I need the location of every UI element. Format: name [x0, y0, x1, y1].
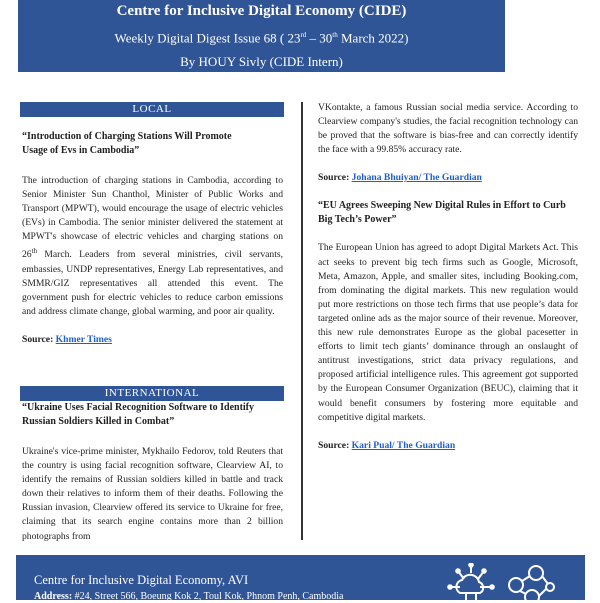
source-line [22, 333, 283, 347]
sup: rd [300, 31, 307, 39]
intl-article-1-left [22, 401, 283, 544]
source-label: Source: [22, 334, 54, 346]
intl-article-1-right [318, 101, 578, 453]
org-title: Centre for Inclusive Digital Economy (CIDE) [116, 3, 407, 19]
article-body: VKontakte, a famous Russian social media service. According to Clearview company's studies, the facial recognition technology can be proved that the software is bias-free and can correctly identify the face with a 99.85% accuracy rate. [318, 102, 578, 156]
column-divider [301, 102, 303, 540]
body-text: March. Leaders from several ministries, civil servants, embassies, UNDP representatives, Energy Lab representatives, and SMMR/GIZ representatives all attended this event. The government push for electric vehicles to reduce carbon emissions and address climate change, global warming, and poor air quality. [22, 249, 283, 318]
issue-text: Weekly Digital Digest Issue 68 ( 23 [114, 30, 301, 46]
article-title: “Ukraine Uses Facial Recognition Software to Identify Russian Soldiers Killed in Combat” [22, 402, 255, 427]
byline: By HOUY Sivly (CIDE Intern) [180, 54, 343, 70]
people-network-icon [506, 563, 556, 603]
local-article [22, 130, 283, 347]
article-title: “EU Agrees Sweeping New Digital Rules in Effort to Curb Big Tech’s Power” [318, 200, 566, 226]
source-link[interactable]: Khmer Times [55, 334, 112, 346]
body-text: The introduction of charging stations in Cambodia, according to Senior Minister Sun Chanthol, Minister of Public Works and Transport (MPWT), would encourage the usage of electric vehicles (EVs) in Cambodia. The senior minister delivered the statement at MPWT's showcase of electric vehicles and charging stations on 26 [22, 175, 283, 261]
source-link[interactable]: Johana Bhuiyan/ The Guardian [351, 172, 482, 184]
address-text: #24, Street 566, Boeung Kok 2, Toul Kok, Phnom Penh, Cambodia [72, 591, 344, 602]
article-body: Ukraine's vice-prime minister, Mykhailo Fedorov, told Reuters that the country is using facial recognition software, Clearview AI, to identify the remains of Russian soldiers killed in battle and track down their relatives to inform them of their deaths. Following the Russian invasion, Clearview offered its service to Ukraine for free, claiming that its search engine contains more than 2 billion photographs from [22, 446, 283, 542]
footer-address [34, 591, 343, 602]
address-label: Address: [34, 591, 73, 602]
issue-text: March 2022) [337, 30, 409, 46]
header-banner [18, 0, 505, 72]
source-label: Source: [318, 439, 350, 451]
footer-banner [16, 555, 585, 600]
source-line [318, 171, 578, 185]
sup: th [31, 247, 38, 256]
issue-text: – 30 [306, 30, 333, 46]
cloud-network-icon [446, 563, 496, 603]
source-label: Source: [318, 172, 350, 184]
article-body [22, 174, 283, 319]
footer-org: Centre for Inclusive Digital Economy, AVI [34, 573, 249, 587]
section-international: INTERNATIONAL [20, 386, 284, 401]
sup: th [332, 31, 338, 39]
article-body: The European Union has agreed to adopt Digital Markets Act. This act seeks to prevent big tech firms such as Google, Microsoft, Meta, Amazon, Apple, and smaller sites, including Booking.com, from dominating the digital markets. This new regulation would put more restrictions on those tech firms that use people’s data for targeted online ads as the major source of their revenue. Moreover, this new rule demonstrates Europe as the global pacesetter in efforts to limit tech giants’ dominance through an onslaught of antitrust investigations, strict data privacy regulations, and proposed artificial intelligence rules. This agreement got supported by the European Consumer Organization (BEUC), claiming that it would benefit consumers by fostering more equitable and competitive digital markets. [318, 242, 578, 423]
source-link[interactable]: Kari Pual/ The Guardian [351, 439, 456, 451]
source-line [318, 439, 578, 453]
issue-line [18, 26, 505, 47]
article-title: “Introduction of Charging Stations Will Promote Usage of Evs in Cambodia” [22, 131, 232, 156]
section-local: LOCAL [20, 102, 284, 117]
